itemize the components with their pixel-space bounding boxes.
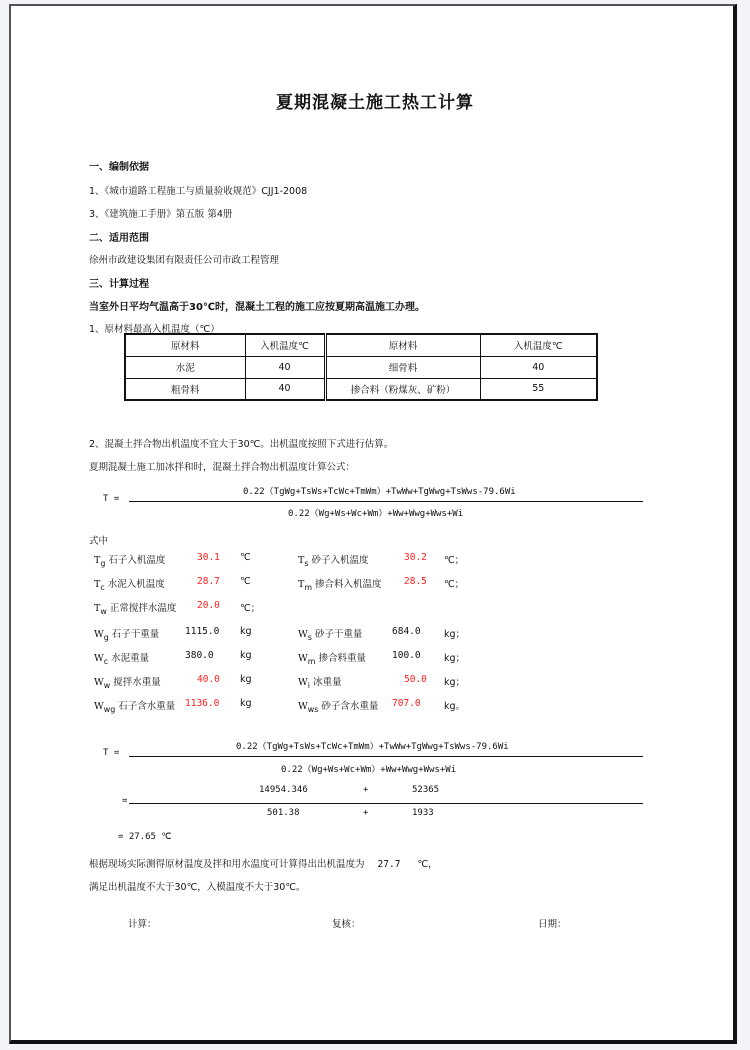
calc-den-a: 501.38	[267, 808, 300, 818]
param-subscript: i	[307, 680, 310, 690]
signoff-calc: 计算：	[128, 919, 157, 930]
table-cell: 40	[245, 356, 325, 378]
param-symbol: T	[94, 579, 101, 590]
param-symbol: W	[94, 677, 104, 688]
param-unit: ℃；	[240, 603, 261, 614]
param-value: 1136.0	[185, 698, 220, 709]
param-unit: kg；	[444, 629, 466, 640]
signoff-date: 日期：	[538, 919, 567, 930]
calc-result: = 27.65 ℃	[118, 832, 172, 842]
conclusion-line-1	[89, 856, 438, 870]
param-unit: kg；	[444, 653, 466, 664]
formula-numerator: 0.22（TgWg+TsWs+TcWc+TmWm）+TwWw+TgWwg+TsWws-79.6Wi	[243, 487, 516, 497]
param-description: 搅拌水重量	[113, 677, 161, 688]
param-subscript: w	[100, 606, 107, 616]
section1-heading: 一、编制依据	[89, 162, 149, 173]
param-value: 380.0	[185, 650, 214, 661]
param-unit: kg	[240, 674, 252, 685]
calc-fraction-line	[129, 756, 643, 757]
param-label	[298, 698, 378, 714]
param-symbol: W	[298, 629, 308, 640]
conclusion-value: 27.7	[377, 859, 401, 870]
reference-1: 1、《城市道路工程施工与质量验收规范》CJJ1-2008	[89, 186, 308, 197]
conclusion-unit: ℃，	[417, 859, 438, 870]
document-title: 夏期混凝土施工热工计算	[276, 93, 474, 113]
param-symbol: T	[298, 555, 305, 566]
param-subscript: s	[307, 632, 312, 642]
param-label	[94, 626, 159, 642]
param-unit: ℃；	[444, 555, 465, 566]
table-header: 原材料	[125, 334, 245, 356]
param-value: 707.0	[392, 698, 421, 709]
conclusion-text: 根据现场实际测得原材温度及拌和用水温度可计算得出出机温度为	[89, 859, 365, 870]
param-symbol: W	[94, 653, 104, 664]
calc-fraction-line-2	[129, 803, 643, 804]
param-description: 砂子干重量	[314, 629, 363, 640]
section2-heading: 二、适用范围	[89, 233, 149, 244]
reference-2: 3、《建筑施工手册》第五版 第4册	[89, 209, 233, 220]
param-subscript: ws	[307, 704, 319, 714]
param-description: 冰重量	[312, 677, 342, 688]
param-subscript: c	[100, 582, 105, 592]
param-description: 石子入机温度	[108, 555, 166, 566]
param-unit: ℃	[240, 552, 251, 563]
calc-lhs: T =	[103, 748, 120, 758]
param-label	[298, 626, 362, 642]
table-cell: 55	[480, 378, 597, 400]
param-description: 石子干重量	[111, 629, 160, 640]
param-value: 28.5	[404, 576, 427, 587]
param-label	[298, 650, 366, 666]
formula-fraction-line	[129, 501, 643, 502]
item2-label: 2、混凝土拌合物出机温度不宜大于30℃。出机温度按照下式进行估算。	[89, 439, 394, 450]
table-cell: 粗骨料	[125, 378, 245, 400]
param-symbol: T	[94, 555, 101, 566]
param-subscript: m	[307, 656, 316, 666]
param-label	[298, 674, 341, 690]
param-value: 28.7	[197, 576, 220, 587]
table-cell: 40	[245, 378, 325, 400]
param-subscript: s	[304, 558, 309, 568]
scope-text: 徐州市政建设集团有限责任公司市政工程管理	[89, 255, 280, 266]
calc-den-op: +	[363, 808, 369, 818]
param-label	[94, 600, 176, 616]
param-symbol: W	[94, 629, 104, 640]
calc-num-b: 52365	[412, 785, 440, 795]
param-description: 石子含水重量	[118, 701, 176, 712]
param-symbol: T	[298, 579, 305, 590]
param-unit: kg。	[444, 701, 466, 712]
table-header: 入机温度℃	[245, 334, 325, 356]
calc-numerator: 0.22（TgWg+TsWs+TcWc+TmWm）+TwWw+TgWwg+TsWws-79.6Wi	[236, 742, 509, 752]
where-label: 式中	[89, 536, 109, 547]
formula-denominator: 0.22（Wg+Ws+Wc+Wm）+Ww+Wwg+Wws+Wi	[288, 509, 464, 519]
param-description: 砂子含水重量	[321, 701, 379, 712]
param-unit: kg	[240, 650, 252, 661]
param-unit: ℃；	[444, 579, 465, 590]
item2-formula-intro: 夏期混凝土施工加冰拌和时，混凝土拌合物出机温度计算公式：	[89, 462, 356, 473]
param-subscript: g	[100, 558, 106, 568]
table-header: 入机温度℃	[480, 334, 597, 356]
param-value: 100.0	[392, 650, 421, 661]
param-value: 20.0	[197, 600, 220, 611]
signoff-review: 复核：	[332, 919, 361, 930]
param-description: 水泥重量	[111, 653, 150, 664]
table-cell: 水泥	[125, 356, 245, 378]
table-row	[125, 356, 597, 378]
param-label	[94, 552, 165, 568]
formula-lhs: T =	[103, 494, 120, 504]
param-label	[94, 576, 165, 592]
param-subscript: c	[103, 656, 109, 666]
param-symbol: W	[298, 701, 308, 712]
section3-intro: 当室外日平均气温高于30℃时，混凝土工程的施工应按夏期高温施工办理。	[89, 302, 426, 313]
table-cell: 掺合料（粉煤灰、矿粉）	[325, 378, 480, 400]
raw-material-temp-table	[124, 333, 598, 401]
table-cell: 40	[480, 356, 597, 378]
param-value: 30.2	[404, 552, 427, 563]
calc-num-a: 14954.346	[259, 785, 308, 795]
param-symbol: T	[94, 603, 101, 614]
param-subscript: w	[103, 680, 111, 690]
param-label	[94, 698, 175, 714]
param-unit: ℃	[240, 576, 251, 587]
param-description: 掺合料重量	[318, 653, 366, 664]
param-description: 砂子入机温度	[311, 555, 369, 566]
param-label	[298, 552, 368, 568]
table-row	[125, 378, 597, 400]
param-label	[94, 650, 149, 666]
conclusion-line-2: 满足出机温度不大于30℃，入模温度不大于30℃。	[89, 882, 306, 893]
param-subscript: m	[304, 582, 313, 592]
param-label	[94, 674, 161, 690]
table-cell: 细骨料	[325, 356, 480, 378]
param-value: 1115.0	[185, 626, 220, 637]
param-unit: kg	[240, 698, 252, 709]
param-unit: kg；	[444, 677, 466, 688]
param-description: 水泥入机温度	[107, 579, 165, 590]
section3-heading: 三、计算过程	[89, 279, 149, 290]
param-description: 掺合料入机温度	[315, 579, 382, 590]
document-page	[9, 4, 737, 1044]
param-symbol: W	[94, 701, 104, 712]
calc-denominator: 0.22（Wg+Ws+Wc+Wm）+Ww+Wwg+Wws+Wi	[281, 765, 457, 775]
param-subscript: wg	[103, 704, 116, 714]
param-value: 40.0	[197, 674, 220, 685]
param-value: 50.0	[404, 674, 427, 685]
param-value: 30.1	[197, 552, 220, 563]
param-label	[298, 576, 382, 592]
param-symbol: W	[298, 653, 308, 664]
param-symbol: W	[298, 677, 308, 688]
param-description: 正常搅拌水温度	[109, 603, 177, 614]
table-header-row	[125, 334, 597, 356]
table-header: 原材料	[325, 334, 480, 356]
param-subscript: g	[103, 632, 109, 642]
param-value: 684.0	[392, 626, 421, 637]
calc-num-op: +	[363, 785, 369, 795]
param-unit: kg	[240, 626, 252, 637]
calc-equals: =	[122, 796, 128, 806]
item1-label: 1、原材料最高入机温度（℃）	[89, 324, 220, 335]
calc-den-b: 1933	[412, 808, 434, 818]
